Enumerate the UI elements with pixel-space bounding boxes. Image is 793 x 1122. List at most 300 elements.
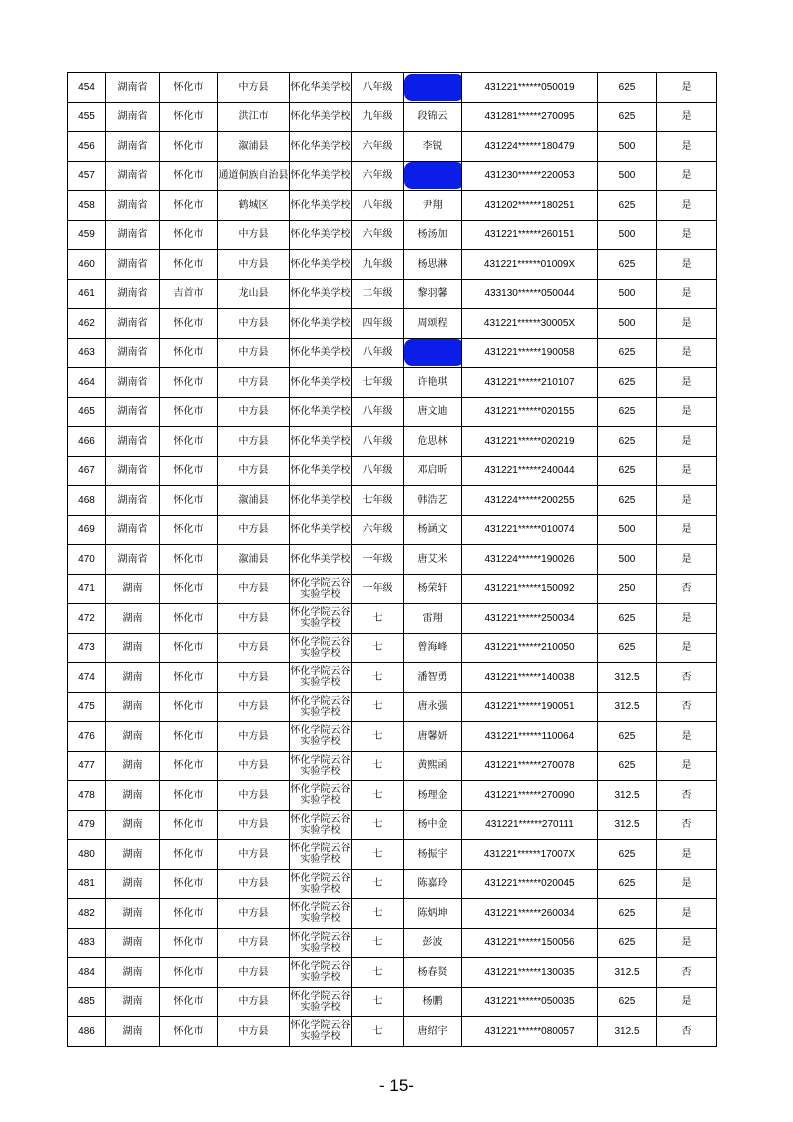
school-cell: 怀化学院云谷实验学校 <box>290 958 352 988</box>
school-cell: 怀化学院云谷实验学校 <box>290 928 352 958</box>
name-cell: 黎羽馨 <box>404 279 462 309</box>
amount-cell: 500 <box>598 515 657 545</box>
eligible-cell: 是 <box>657 161 717 191</box>
school-cell: 怀化学院云谷实验学校 <box>290 604 352 634</box>
county-cell: 中方县 <box>218 220 290 250</box>
eligible-cell: 是 <box>657 338 717 368</box>
row-number: 467 <box>68 456 106 486</box>
county-cell: 中方县 <box>218 309 290 339</box>
province-cell: 湖南省 <box>106 545 160 575</box>
city-cell: 怀化市 <box>160 1017 218 1047</box>
eligible-cell: 是 <box>657 545 717 575</box>
eligible-cell: 是 <box>657 456 717 486</box>
id-number-cell: 431281******270095 <box>462 102 598 132</box>
eligible-cell: 否 <box>657 1017 717 1047</box>
table-row <box>68 279 717 309</box>
school-cell: 怀化学院云谷实验学校 <box>290 574 352 604</box>
school-cell: 怀化学院云谷实验学校 <box>290 899 352 929</box>
name-cell: 曾海峰 <box>404 633 462 663</box>
eligible-cell: 是 <box>657 132 717 162</box>
id-number-cell: 431224******190026 <box>462 545 598 575</box>
county-cell: 中方县 <box>218 899 290 929</box>
city-cell: 怀化市 <box>160 102 218 132</box>
school-cell: 怀化华美学校 <box>290 368 352 398</box>
table-row <box>68 722 717 752</box>
id-number-cell: 431221******210050 <box>462 633 598 663</box>
grade-cell: 七 <box>352 899 404 929</box>
county-cell: 中方县 <box>218 1017 290 1047</box>
table-row <box>68 456 717 486</box>
eligible-cell: 是 <box>657 928 717 958</box>
row-number: 461 <box>68 279 106 309</box>
grade-cell: 八年级 <box>352 73 404 103</box>
amount-cell: 625 <box>598 840 657 870</box>
name-cell: 杨汤加 <box>404 220 462 250</box>
county-cell: 中方县 <box>218 604 290 634</box>
amount-cell: 625 <box>598 338 657 368</box>
row-number: 455 <box>68 102 106 132</box>
id-number-cell: 431221******080057 <box>462 1017 598 1047</box>
grade-cell: 八年级 <box>352 191 404 221</box>
grade-cell: 八年级 <box>352 427 404 457</box>
amount-cell: 500 <box>598 279 657 309</box>
row-number: 474 <box>68 663 106 693</box>
city-cell: 怀化市 <box>160 397 218 427</box>
province-cell: 湖南省 <box>106 250 160 280</box>
county-cell: 中方县 <box>218 456 290 486</box>
province-cell: 湖南省 <box>106 368 160 398</box>
eligible-cell: 是 <box>657 869 717 899</box>
table-row <box>68 250 717 280</box>
id-number-cell: 431221******150092 <box>462 574 598 604</box>
name-cell: 杨荣轩 <box>404 574 462 604</box>
province-cell: 湖南省 <box>106 191 160 221</box>
name-cell: 段锦云 <box>404 102 462 132</box>
row-number: 454 <box>68 73 106 103</box>
row-number: 469 <box>68 515 106 545</box>
county-cell: 中方县 <box>218 574 290 604</box>
grade-cell: 四年级 <box>352 309 404 339</box>
amount-cell: 625 <box>598 191 657 221</box>
city-cell: 怀化市 <box>160 545 218 575</box>
city-cell: 怀化市 <box>160 73 218 103</box>
eligible-cell: 是 <box>657 102 717 132</box>
school-cell: 怀化华美学校 <box>290 515 352 545</box>
school-cell: 怀化华美学校 <box>290 309 352 339</box>
amount-cell: 250 <box>598 574 657 604</box>
row-number: 456 <box>68 132 106 162</box>
county-cell: 中方县 <box>218 427 290 457</box>
province-cell: 湖南 <box>106 722 160 752</box>
page-number: - 15- <box>379 1076 414 1095</box>
id-number-cell: 431221******020155 <box>462 397 598 427</box>
table-row <box>68 692 717 722</box>
school-cell: 怀化学院云谷实验学校 <box>290 869 352 899</box>
amount-cell: 625 <box>598 987 657 1017</box>
id-number-cell: 433130******050044 <box>462 279 598 309</box>
row-number: 463 <box>68 338 106 368</box>
id-number-cell: 431221******190051 <box>462 692 598 722</box>
amount-cell: 625 <box>598 869 657 899</box>
amount-cell: 500 <box>598 309 657 339</box>
id-number-cell: 431221******010074 <box>462 515 598 545</box>
city-cell: 怀化市 <box>160 456 218 486</box>
county-cell: 中方县 <box>218 987 290 1017</box>
student-subsidy-table <box>67 72 717 1047</box>
county-cell: 中方县 <box>218 692 290 722</box>
province-cell: 湖南 <box>106 987 160 1017</box>
table-row <box>68 132 717 162</box>
name-cell: 唐永强 <box>404 692 462 722</box>
table-row <box>68 781 717 811</box>
redaction-mark <box>404 162 462 189</box>
province-cell: 湖南省 <box>106 338 160 368</box>
school-cell: 怀化学院云谷实验学校 <box>290 1017 352 1047</box>
county-cell: 中方县 <box>218 722 290 752</box>
table-row <box>68 161 717 191</box>
row-number: 459 <box>68 220 106 250</box>
id-number-cell: 431221******270078 <box>462 751 598 781</box>
table-row <box>68 368 717 398</box>
county-cell: 中方县 <box>218 73 290 103</box>
grade-cell: 八年级 <box>352 456 404 486</box>
row-number: 472 <box>68 604 106 634</box>
grade-cell: 七 <box>352 604 404 634</box>
county-cell: 中方县 <box>218 840 290 870</box>
province-cell: 湖南 <box>106 692 160 722</box>
amount-cell: 625 <box>598 722 657 752</box>
table-row <box>68 869 717 899</box>
grade-cell: 七 <box>352 840 404 870</box>
eligible-cell: 是 <box>657 515 717 545</box>
table-row <box>68 220 717 250</box>
name-cell: 李锐 <box>404 132 462 162</box>
id-number-cell: 431221******020219 <box>462 427 598 457</box>
table-row <box>68 663 717 693</box>
city-cell: 怀化市 <box>160 722 218 752</box>
amount-cell: 625 <box>598 604 657 634</box>
id-number-cell: 431221******190058 <box>462 338 598 368</box>
amount-cell: 312.5 <box>598 810 657 840</box>
city-cell: 怀化市 <box>160 958 218 988</box>
table-row <box>68 427 717 457</box>
school-cell: 怀化学院云谷实验学校 <box>290 633 352 663</box>
table-row <box>68 1017 717 1047</box>
amount-cell: 500 <box>598 545 657 575</box>
province-cell: 湖南 <box>106 899 160 929</box>
eligible-cell: 否 <box>657 810 717 840</box>
eligible-cell: 否 <box>657 692 717 722</box>
name-cell: 韩浩艺 <box>404 486 462 516</box>
name-cell <box>404 73 462 103</box>
city-cell: 怀化市 <box>160 781 218 811</box>
grade-cell: 八年级 <box>352 338 404 368</box>
city-cell: 怀化市 <box>160 692 218 722</box>
grade-cell: 六年级 <box>352 132 404 162</box>
amount-cell: 625 <box>598 899 657 929</box>
school-cell: 怀化华美学校 <box>290 397 352 427</box>
city-cell: 怀化市 <box>160 810 218 840</box>
table-row <box>68 102 717 132</box>
id-number-cell: 431221******050019 <box>462 73 598 103</box>
eligible-cell: 是 <box>657 633 717 663</box>
row-number: 473 <box>68 633 106 663</box>
row-number: 485 <box>68 987 106 1017</box>
id-number-cell: 431221******250034 <box>462 604 598 634</box>
name-cell: 陈炳坤 <box>404 899 462 929</box>
id-number-cell: 431221******130035 <box>462 958 598 988</box>
eligible-cell: 是 <box>657 250 717 280</box>
city-cell: 吉首市 <box>160 279 218 309</box>
name-cell <box>404 338 462 368</box>
amount-cell: 625 <box>598 102 657 132</box>
id-number-cell: 431221******150056 <box>462 928 598 958</box>
eligible-cell: 是 <box>657 604 717 634</box>
school-cell: 怀化华美学校 <box>290 545 352 575</box>
county-cell: 中方县 <box>218 663 290 693</box>
grade-cell: 九年级 <box>352 102 404 132</box>
id-number-cell: 431221******110064 <box>462 722 598 752</box>
id-number-cell: 431221******30005X <box>462 309 598 339</box>
county-cell: 鹤城区 <box>218 191 290 221</box>
school-cell: 怀化学院云谷实验学校 <box>290 692 352 722</box>
school-cell: 怀化华美学校 <box>290 456 352 486</box>
name-cell <box>404 161 462 191</box>
city-cell: 怀化市 <box>160 220 218 250</box>
table-row <box>68 899 717 929</box>
grade-cell: 六年级 <box>352 515 404 545</box>
row-number: 481 <box>68 869 106 899</box>
name-cell: 杨思淋 <box>404 250 462 280</box>
name-cell: 危思林 <box>404 427 462 457</box>
province-cell: 湖南省 <box>106 427 160 457</box>
id-number-cell: 431221******210107 <box>462 368 598 398</box>
city-cell: 怀化市 <box>160 486 218 516</box>
school-cell: 怀化华美学校 <box>290 338 352 368</box>
eligible-cell: 是 <box>657 486 717 516</box>
row-number: 462 <box>68 309 106 339</box>
row-number: 477 <box>68 751 106 781</box>
city-cell: 怀化市 <box>160 309 218 339</box>
province-cell: 湖南 <box>106 869 160 899</box>
province-cell: 湖南 <box>106 781 160 811</box>
province-cell: 湖南 <box>106 604 160 634</box>
table-row <box>68 810 717 840</box>
row-number: 475 <box>68 692 106 722</box>
table-row <box>68 397 717 427</box>
amount-cell: 312.5 <box>598 1017 657 1047</box>
eligible-cell: 是 <box>657 397 717 427</box>
county-cell: 中方县 <box>218 958 290 988</box>
row-number: 471 <box>68 574 106 604</box>
county-cell: 中方县 <box>218 515 290 545</box>
amount-cell: 500 <box>598 132 657 162</box>
province-cell: 湖南 <box>106 810 160 840</box>
row-number: 480 <box>68 840 106 870</box>
province-cell: 湖南 <box>106 840 160 870</box>
row-number: 458 <box>68 191 106 221</box>
table-row <box>68 515 717 545</box>
city-cell: 怀化市 <box>160 751 218 781</box>
province-cell: 湖南省 <box>106 161 160 191</box>
table-row <box>68 545 717 575</box>
id-number-cell: 431221******260034 <box>462 899 598 929</box>
amount-cell: 312.5 <box>598 692 657 722</box>
id-number-cell: 431221******260151 <box>462 220 598 250</box>
county-cell: 中方县 <box>218 869 290 899</box>
province-cell: 湖南 <box>106 633 160 663</box>
amount-cell: 625 <box>598 368 657 398</box>
row-number: 460 <box>68 250 106 280</box>
school-cell: 怀化华美学校 <box>290 220 352 250</box>
table-row <box>68 191 717 221</box>
grade-cell: 九年级 <box>352 250 404 280</box>
province-cell: 湖南 <box>106 751 160 781</box>
name-cell: 杨春贤 <box>404 958 462 988</box>
school-cell: 怀化华美学校 <box>290 132 352 162</box>
school-cell: 怀化学院云谷实验学校 <box>290 663 352 693</box>
amount-cell: 312.5 <box>598 958 657 988</box>
city-cell: 怀化市 <box>160 338 218 368</box>
name-cell: 彭波 <box>404 928 462 958</box>
province-cell: 湖南省 <box>106 132 160 162</box>
table-row <box>68 486 717 516</box>
city-cell: 怀化市 <box>160 191 218 221</box>
county-cell: 溆浦县 <box>218 545 290 575</box>
grade-cell: 七 <box>352 692 404 722</box>
row-number: 465 <box>68 397 106 427</box>
table-row <box>68 73 717 103</box>
row-number: 479 <box>68 810 106 840</box>
province-cell: 湖南 <box>106 958 160 988</box>
row-number: 464 <box>68 368 106 398</box>
grade-cell: 八年级 <box>352 397 404 427</box>
county-cell: 溆浦县 <box>218 486 290 516</box>
province-cell: 湖南省 <box>106 102 160 132</box>
amount-cell: 312.5 <box>598 663 657 693</box>
name-cell: 周颂程 <box>404 309 462 339</box>
name-cell: 杨理金 <box>404 781 462 811</box>
row-number: 478 <box>68 781 106 811</box>
school-cell: 怀化学院云谷实验学校 <box>290 840 352 870</box>
school-cell: 怀化华美学校 <box>290 279 352 309</box>
county-cell: 中方县 <box>218 751 290 781</box>
name-cell: 陈嘉玲 <box>404 869 462 899</box>
table-row <box>68 751 717 781</box>
eligible-cell: 否 <box>657 574 717 604</box>
table-row <box>68 840 717 870</box>
amount-cell: 312.5 <box>598 781 657 811</box>
eligible-cell: 是 <box>657 722 717 752</box>
amount-cell: 625 <box>598 427 657 457</box>
row-number: 483 <box>68 928 106 958</box>
school-cell: 怀化华美学校 <box>290 102 352 132</box>
county-cell: 中方县 <box>218 810 290 840</box>
id-number-cell: 431221******17007X <box>462 840 598 870</box>
name-cell: 杨振宇 <box>404 840 462 870</box>
eligible-cell: 是 <box>657 309 717 339</box>
name-cell: 雷翔 <box>404 604 462 634</box>
amount-cell: 625 <box>598 397 657 427</box>
grade-cell: 七 <box>352 928 404 958</box>
city-cell: 怀化市 <box>160 604 218 634</box>
grade-cell: 六年级 <box>352 161 404 191</box>
city-cell: 怀化市 <box>160 987 218 1017</box>
amount-cell: 625 <box>598 486 657 516</box>
county-cell: 中方县 <box>218 928 290 958</box>
county-cell: 中方县 <box>218 368 290 398</box>
id-number-cell: 431224******200255 <box>462 486 598 516</box>
school-cell: 怀化学院云谷实验学校 <box>290 722 352 752</box>
city-cell: 怀化市 <box>160 368 218 398</box>
city-cell: 怀化市 <box>160 840 218 870</box>
city-cell: 怀化市 <box>160 928 218 958</box>
id-number-cell: 431230******220053 <box>462 161 598 191</box>
amount-cell: 625 <box>598 751 657 781</box>
county-cell: 中方县 <box>218 397 290 427</box>
id-number-cell: 431224******180479 <box>462 132 598 162</box>
province-cell: 湖南省 <box>106 486 160 516</box>
school-cell: 怀化学院云谷实验学校 <box>290 987 352 1017</box>
eligible-cell: 是 <box>657 279 717 309</box>
name-cell: 黄熙函 <box>404 751 462 781</box>
name-cell: 邓启昕 <box>404 456 462 486</box>
school-cell: 怀化华美学校 <box>290 73 352 103</box>
id-number-cell: 431221******270111 <box>462 810 598 840</box>
grade-cell: 七 <box>352 1017 404 1047</box>
amount-cell: 625 <box>598 633 657 663</box>
row-number: 476 <box>68 722 106 752</box>
province-cell: 湖南 <box>106 574 160 604</box>
province-cell: 湖南省 <box>106 73 160 103</box>
table-row <box>68 338 717 368</box>
table-row <box>68 987 717 1017</box>
eligible-cell: 是 <box>657 987 717 1017</box>
province-cell: 湖南省 <box>106 397 160 427</box>
county-cell: 中方县 <box>218 633 290 663</box>
table-row <box>68 574 717 604</box>
row-number: 457 <box>68 161 106 191</box>
city-cell: 怀化市 <box>160 899 218 929</box>
name-cell: 许艳琪 <box>404 368 462 398</box>
eligible-cell: 是 <box>657 840 717 870</box>
id-number-cell: 431221******240044 <box>462 456 598 486</box>
eligible-cell: 否 <box>657 781 717 811</box>
province-cell: 湖南省 <box>106 220 160 250</box>
county-cell: 洪江市 <box>218 102 290 132</box>
school-cell: 怀化华美学校 <box>290 191 352 221</box>
city-cell: 怀化市 <box>160 427 218 457</box>
eligible-cell: 是 <box>657 368 717 398</box>
eligible-cell: 是 <box>657 191 717 221</box>
row-number: 482 <box>68 899 106 929</box>
grade-cell: 六年级 <box>352 220 404 250</box>
grade-cell: 七 <box>352 958 404 988</box>
amount-cell: 500 <box>598 161 657 191</box>
province-cell: 湖南省 <box>106 309 160 339</box>
grade-cell: 二年级 <box>352 279 404 309</box>
table-row <box>68 633 717 663</box>
county-cell: 龙山县 <box>218 279 290 309</box>
county-cell: 通道侗族自治县 <box>218 161 290 191</box>
province-cell: 湖南省 <box>106 515 160 545</box>
province-cell: 湖南 <box>106 663 160 693</box>
table-row <box>68 309 717 339</box>
eligible-cell: 是 <box>657 751 717 781</box>
amount-cell: 625 <box>598 928 657 958</box>
county-cell: 中方县 <box>218 338 290 368</box>
redaction-mark <box>404 74 462 101</box>
